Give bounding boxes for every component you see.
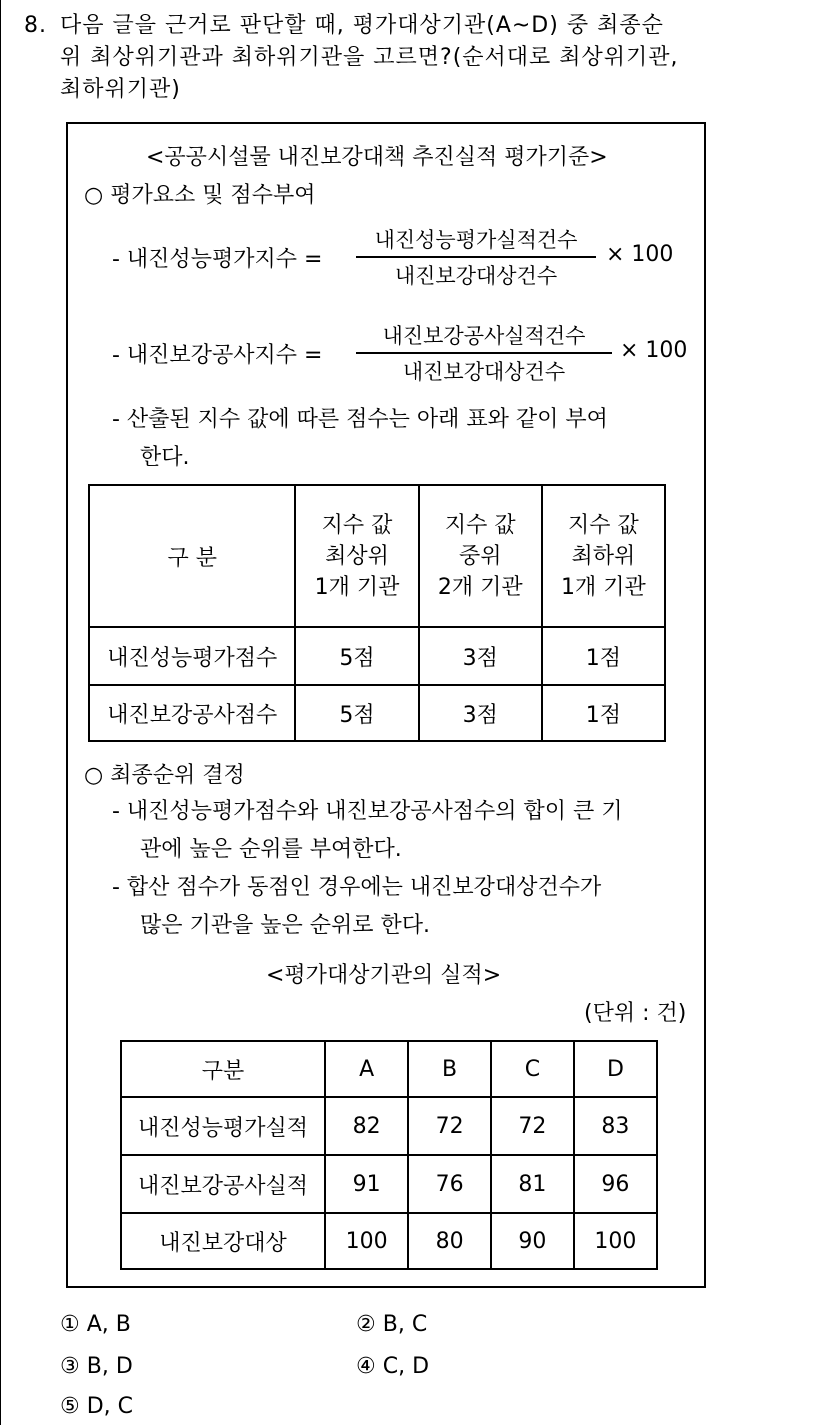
perf-header-cell: B: [408, 1041, 491, 1097]
formula2-multiplier: × 100: [620, 338, 688, 363]
ranking-rule1-line2: 관에 높은 순위를 부여한다.: [140, 837, 402, 862]
score-table-header-label: 구 분: [89, 485, 295, 627]
option-4-mark: ④: [356, 1354, 376, 1379]
formula1-denominator: 내진보강대상건수: [394, 264, 558, 288]
option-4[interactable]: [356, 1354, 429, 1379]
score-table-header-row: [89, 485, 665, 627]
perf-cell: 81: [491, 1155, 574, 1213]
perf-cell: 100: [325, 1213, 408, 1269]
option-5-text: D, C: [86, 1394, 134, 1419]
unit-label: (단위 : 건): [584, 1001, 687, 1026]
score-table-row: [89, 627, 665, 685]
option-2[interactable]: [356, 1312, 427, 1337]
header-bot-line1: 지수 값: [568, 512, 639, 538]
score-cell: 5점: [295, 685, 418, 741]
score-cell: 1점: [542, 685, 665, 741]
section-scoring-heading: ○ 평가요소 및 점수부여: [84, 183, 316, 208]
ranking-rule2-line1: - 합산 점수가 동점인 경우에는 내진보강대상건수가: [112, 875, 602, 900]
score-cell: 3점: [419, 685, 542, 741]
performance-table-row: [121, 1213, 657, 1269]
perf-cell: 82: [325, 1097, 408, 1155]
perf-row-label: 내진보강공사실적: [121, 1155, 325, 1213]
perf-header-cell: C: [491, 1041, 574, 1097]
perf-cell: 80: [408, 1213, 491, 1269]
option-2-mark: ②: [356, 1312, 376, 1337]
formula1-numerator: 내진성능평가실적건수: [356, 224, 596, 258]
header-top-line1: 지수 값: [321, 512, 393, 538]
page-left-border: [0, 0, 1, 1425]
performance-table-row: [121, 1097, 657, 1155]
perf-cell: 91: [325, 1155, 408, 1213]
header-mid-line2: 중위: [458, 543, 502, 569]
formula1-multiplier: × 100: [606, 242, 674, 267]
performance-table-row: [121, 1155, 657, 1213]
ranking-rule2-line2: 많은 기관을 높은 순위로 한다.: [140, 913, 430, 938]
perf-cell: 90: [491, 1213, 574, 1269]
formula2-fraction: [356, 320, 612, 386]
option-3-mark: ③: [60, 1354, 80, 1379]
question-line-3: 최하위기관): [60, 77, 181, 102]
perf-cell: 96: [574, 1155, 657, 1213]
score-note-line-1: - 산출된 지수 값에 따른 점수는 아래 표와 같이 부여: [112, 407, 608, 432]
criteria-box: [66, 122, 706, 1288]
criteria-title: <공공시설물 내진보강대책 추진실적 평가기준>: [146, 145, 608, 170]
perf-cell: 76: [408, 1155, 491, 1213]
option-2-text: B, C: [382, 1312, 428, 1337]
formula1-fraction: [356, 224, 596, 290]
score-table-row: [89, 685, 665, 741]
formula2-denominator: 내진보강대상건수: [402, 360, 566, 384]
score-cell: 5점: [295, 627, 418, 685]
option-5[interactable]: [60, 1394, 133, 1419]
formula1-label: - 내진성능평가지수 =: [112, 247, 323, 272]
option-3[interactable]: [60, 1354, 133, 1379]
score-cell: 3점: [419, 627, 542, 685]
perf-cell: 72: [408, 1097, 491, 1155]
performance-table: [120, 1040, 658, 1270]
perf-header-cell: 구분: [121, 1041, 325, 1097]
score-row-label: 내진성능평가점수: [89, 627, 295, 685]
perf-cell: 83: [574, 1097, 657, 1155]
section-ranking-heading: ○ 최종순위 결정: [84, 763, 245, 788]
perf-row-label: 내진보강대상: [121, 1213, 325, 1269]
header-top-line2: 최상위: [325, 543, 389, 569]
score-row-label: 내진보강공사점수: [89, 685, 295, 741]
header-bot-line3: 1개 기관: [561, 574, 646, 600]
header-mid-line1: 지수 값: [444, 512, 516, 538]
header-bot-line2: 최하위: [571, 543, 636, 569]
question-line-1: 다음 글을 근거로 판단할 때, 평가대상기관(A~D) 중 최종순: [60, 13, 664, 38]
formula2-label: - 내진보강공사지수 =: [112, 343, 323, 368]
header-top-line3: 1개 기관: [314, 574, 400, 600]
perf-header-cell: A: [325, 1041, 408, 1097]
score-note-line-2: 한다.: [140, 445, 190, 470]
score-table-header-top: [295, 485, 418, 627]
score-table-header-middle: [419, 485, 542, 627]
score-cell: 1점: [542, 627, 665, 685]
score-table: [88, 484, 666, 742]
header-mid-line3: 2개 기관: [437, 574, 523, 600]
ranking-rule1-line1: - 내진성능평가점수와 내진보강공사점수의 합이 큰 기: [112, 799, 623, 824]
option-4-text: C, D: [382, 1354, 430, 1379]
perf-row-label: 내진성능평가실적: [121, 1097, 325, 1155]
option-3-text: B, D: [86, 1354, 133, 1379]
formula2-numerator: 내진보강공사실적건수: [356, 320, 612, 354]
option-1-text: A, B: [86, 1312, 131, 1337]
score-table-header-bottom: [542, 485, 665, 627]
performance-table-header-row: [121, 1041, 657, 1097]
perf-header-cell: D: [574, 1041, 657, 1097]
question-line-2: 위 최상위기관과 최하위기관을 고르면?(순서대로 최상위기관,: [60, 45, 679, 70]
perf-cell: 100: [574, 1213, 657, 1269]
perf-cell: 72: [491, 1097, 574, 1155]
option-1-mark: ①: [60, 1312, 80, 1337]
question-number: 8.: [24, 13, 47, 38]
question-text: [24, 10, 784, 106]
option-1[interactable]: [60, 1312, 131, 1337]
performance-title: <평가대상기관의 실적>: [266, 963, 502, 988]
option-5-mark: ⑤: [60, 1394, 80, 1419]
